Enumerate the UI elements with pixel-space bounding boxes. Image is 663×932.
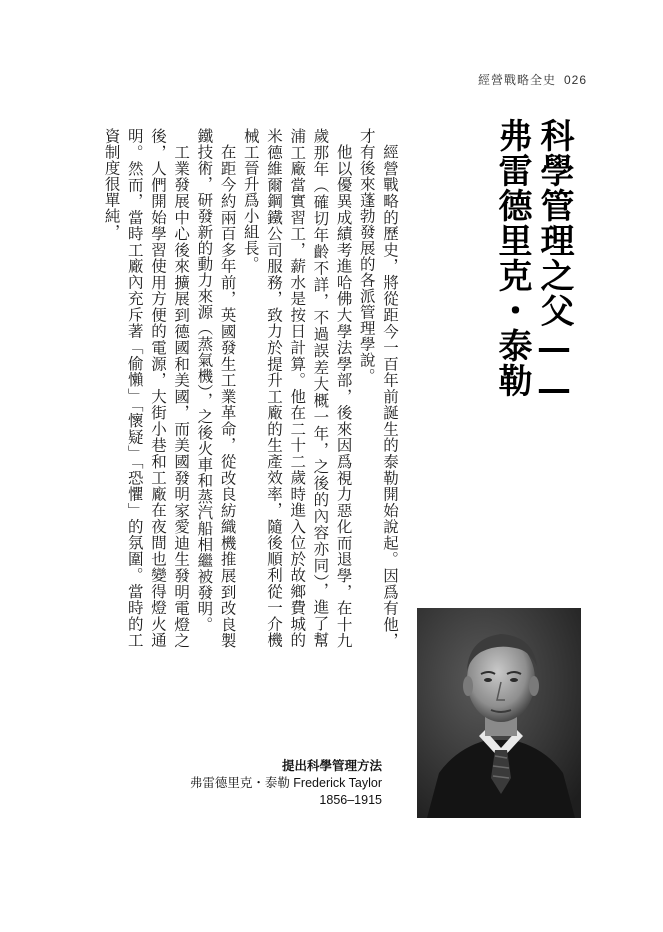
title-line-2: 弗雷德里克・泰勒 xyxy=(492,118,532,398)
title-line-1: 科學管理之父—— xyxy=(534,118,574,410)
caption-title: 提出科學管理方法 xyxy=(281,759,382,773)
caption-years: 1856–1915 xyxy=(319,793,382,807)
portrait-photo xyxy=(417,608,581,818)
photo-caption xyxy=(190,758,382,809)
body-text xyxy=(99,128,401,648)
paragraph: 在距今約兩百多年前，英國發生工業革命，從改良紡織機推展到改良製鐵技術，研發新的動力來源（蒸氣機），之後火車和蒸汽船相繼被發明。 xyxy=(195,128,237,648)
running-header xyxy=(470,71,587,88)
title-dash: —— xyxy=(534,328,574,410)
paragraph: 他以優異成績考進哈佛大學法學部，後來因爲視力惡化而退學，在十九歲那年（確切年齡不詳，不過誤差大概一年，之後的內容亦同），進了幫浦工廠當實習工，薪水是按日計算。他在二十二歲時進入位於故鄉費城的米德維爾鋼鐵公司服務，致力於提升工廠的生產效率，隨後順利從一介機械工晉升爲小組長。 xyxy=(241,128,353,648)
page-number: 026 xyxy=(563,73,587,87)
caption-name: 弗雷德里克・泰勒 Frederick Taylor xyxy=(189,776,382,790)
paragraph: 工業發展中心後來擴展到德國和美國，而美國發明家愛迪生發明電燈之後，人們開始學習使用方便的電源，大街小巷和工廠在夜間也變得燈火通明。然而，當時工廠內充斥著「偷懶」「懷疑」「恐懼」的氛圍。當時的工資制度很單純， xyxy=(102,128,191,648)
book-title: 經營戰略全史 xyxy=(477,73,556,87)
paragraph: 經營戰略的歷史，將從距今一百年前誕生的泰勒開始說起。因爲有他，才有後來蓬勃發展的各派管理學說。 xyxy=(357,128,399,648)
chapter-title xyxy=(491,118,575,598)
